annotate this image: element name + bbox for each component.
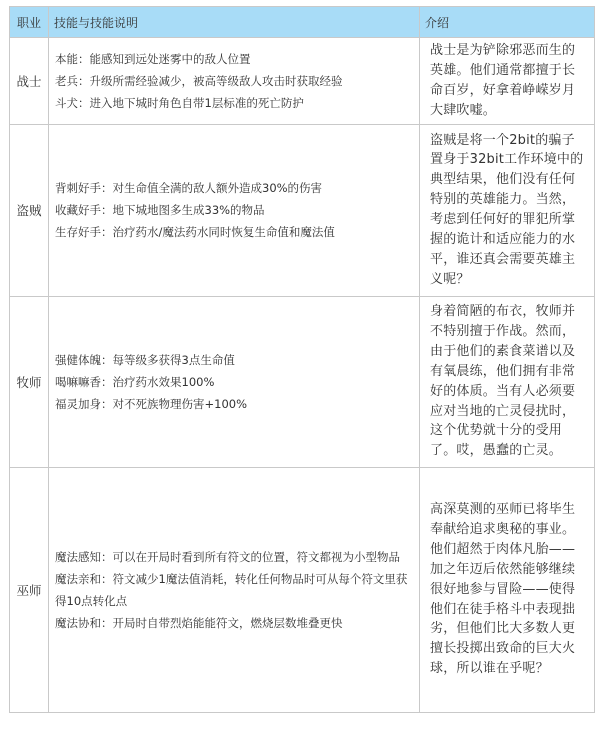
skill-item: 魔法感知：可以在开局时看到所有符文的位置，符文都视为小型物品: [55, 549, 400, 564]
job-name: 盗贼: [10, 124, 49, 296]
skill-item: 本能：能感知到远处迷雾中的敌人位置: [55, 51, 251, 66]
job-intro: 身着简陋的布衣，牧师并不特别擅于作战。然而，由于他们的素食菜谱以及有氧晨练，他们拥有非常好的体质。当有人必须要应对当地的亡灵侵扰时，这个优势就十分的受用了。哎，愚蠢的亡灵。: [420, 296, 595, 467]
header-row: [10, 7, 595, 38]
job-name: 牧师: [10, 296, 49, 467]
skills-list: [49, 124, 420, 296]
header-skills: 技能与技能说明: [49, 7, 420, 38]
skill-item: 福灵加身：对不死族物理伤害+100%: [55, 396, 248, 411]
skill-item: 强健体魄：每等级多获得3点生命值: [55, 352, 235, 367]
skill-item: 斗犬：进入地下城时角色自带1层标准的死亡防护: [55, 95, 304, 110]
skills-list: [49, 38, 420, 125]
job-name: 巫师: [10, 467, 49, 712]
skill-item: 老兵：升级所需经验减少，被高等级敌人攻击时获取经验: [55, 73, 343, 88]
table-row: [10, 38, 595, 125]
job-intro: 高深莫测的巫师已将毕生奉献给追求奥秘的事业。他们超然于肉体凡胎——加之年迈后依然能够继续很好地参与冒险——使得他们在徒手格斗中表现拙劣，但他们比大多数人更擅长投掷出致命的巨大火球，所以谁在乎呢？: [420, 467, 595, 712]
job-name: 战士: [10, 38, 49, 125]
header-job: 职业: [10, 7, 49, 38]
header-intro: 介绍: [420, 7, 595, 38]
skills-list: [49, 467, 420, 712]
skill-item: 喝嘛嘛香：治疗药水效果100%: [55, 374, 215, 389]
job-intro: 盗贼是将一个2bit的骗子置身于32bit工作环境中的典型结果，他们没有任何特别的英雄能力。当然，考虑到任何好的罪犯所掌握的诡计和适应能力的水平，谁还真会需要英雄主义呢？: [420, 124, 595, 296]
skill-item: 收藏好手：地下城地图多生成33%的物品: [55, 203, 265, 218]
skill-item: 魔法亲和：符文减少1魔法值消耗，转化任何物品时可从每个符文里获得10点转化点: [55, 571, 408, 608]
table-row: [10, 467, 595, 712]
skill-item: 魔法协和：开局时自带烈焰能能符文，燃烧层数堆叠更快: [55, 615, 343, 630]
skills-list: [49, 296, 420, 467]
table-row: [10, 124, 595, 296]
table-row: [10, 296, 595, 467]
skills-table: [9, 6, 595, 713]
skill-item: 背刺好手：对生命值全满的敌人额外造成30%的伤害: [55, 181, 323, 196]
job-intro: 战士是为铲除邪恶而生的英雄。他们通常都擅于长命百岁，好拿着峥嵘岁月大肆吹嘘。: [420, 38, 595, 125]
skill-item: 生存好手：治疗药水/魔法药水同时恢复生命值和魔法值: [55, 225, 335, 240]
